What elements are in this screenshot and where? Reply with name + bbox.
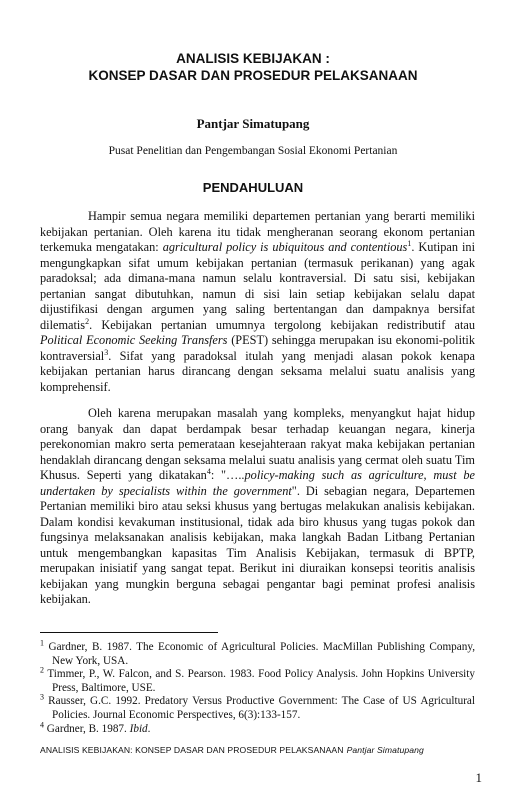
footnote-2 [40, 665, 475, 695]
footnote-ref-3: 3 [104, 347, 109, 357]
footnote-1 [40, 638, 475, 668]
paragraph-2-quote: policy-making such as agriculture, must be undertaken by specialists within the government [40, 468, 475, 498]
footnote-4 [40, 719, 475, 737]
footnote-text: Timmer, P., W. Falcon, and S. Pearson. 1983. Food Policy Analysis. John Hopkins University Press, Baltimore, USE. [47, 668, 475, 694]
running-footer-author: Pantjar Simatupang [346, 745, 424, 755]
paragraph-1-term: Political Economic Seeking Transfers [40, 333, 228, 347]
paragraph-1 [40, 209, 475, 395]
page-number: 1 [475, 770, 482, 785]
paragraph-1-text-h: (PEST) sehingga merupakan isu ekonomi-politik kontraversial [40, 333, 475, 363]
footnote-ref-4: 4 [206, 466, 211, 476]
running-footer-title: ANALISIS KEBIJAKAN: KONSEP DASAR DAN PROSEDUR PELAKSANAAN [40, 745, 344, 755]
section-heading: PENDAHULUAN [202, 180, 304, 195]
paragraph-2-text-c: : "….. [210, 468, 245, 482]
paragraph-2-text-a: Oleh karena merupakan masalah yang kompleks, menyangkut hajat hidup orang banyak dan dapat berdampak besar terhadap keuangan negara, kinerja perekonomian makro serta pemerataan kesejahteraan rakyat maka kebijakan pertanian hendaklah dirancang dengan seksama melalui suatu analisis yang cermat oleh suatu Tim Khusus. Seperti yang dikatakan [40, 406, 475, 482]
footnote-number: 2 [40, 665, 44, 675]
paragraph-1-text-f: . Kebijakan pertanian umumnya tergolong kebijakan redistributif atau [89, 317, 475, 332]
title-line-1: ANALISIS KEBIJAKAN : [176, 51, 330, 66]
footnote-ibid: Ibid [129, 722, 148, 735]
paragraph-1-text-a: Hampir semua negara memiliki departemen pertanian yang berarti memiliki kebijakan pertanian. Oleh karena itu tidak mengheranan seorang ekonom pertanian terkemuka mengatakan: [40, 209, 475, 254]
footnote-text: Gardner, B. 1987. [46, 722, 130, 735]
running-footer [40, 745, 424, 755]
author-affiliation: Pusat Penelitian dan Pengembangan Sosial Ekonomi Pertanian [108, 145, 398, 157]
paragraph-1-quote: agricultural policy is ubiquitous and contentious [162, 240, 408, 254]
footnote-ref-1: 1 [407, 238, 412, 248]
footnote-text: Rausser, G.C. 1992. Predatory Versus Productive Government: The Case of US Agricultural Policies. Journal Economic Perspectives, 6(3):133-157. [48, 695, 475, 721]
footnote-text: Gardner, B. 1987. The Economic of Agricultural Policies. MacMillan Publishing Company, New York, USA. [48, 641, 475, 667]
footnote-number: 4 [40, 719, 44, 729]
paragraph-2 [40, 406, 475, 608]
footnotes [40, 638, 475, 736]
author-name: Pantjar Simatupang [196, 116, 310, 131]
paragraph-1-text-j: . Sifat yang paradoksal itulah yang menjadi alasan pokok kenapa kebijakan pertanian harus dirancang dengan seksama melalui suatu analisis yang komprehensif. [40, 348, 475, 394]
footnote-number: 3 [40, 692, 44, 702]
footnote-divider [40, 632, 218, 633]
footnote-3 [40, 692, 475, 722]
title-line-2: KONSEP DASAR DAN PROSEDUR PELAKSANAAN [88, 68, 418, 83]
footnote-number: 1 [40, 638, 44, 648]
paragraph-2-text-e: ". Di sebagian negara, Departemen Pertanian memiliki biro atau seksi khusus yang bertugas melakukan analisis kebijakan. Dalam kondisi kevakuman institusional, tidak ada biro khusus yang tugas pokok dan fungsinya melaksanakan analisis kebijakan, maka langkah Badan Litbang Pertanian untuk mengembangkan kapasitas Tim Analisis Kebijakan, termasuk di BPTP, merupakan inisiatif yang sangat tepat. Berikut ini diuraikan konsepsi teoritis analisis kebijakan yang mungkin berguna sebagai pengantar bagi peminat profesi analisis kebijakan. [40, 483, 475, 606]
footnote-end: . [147, 722, 151, 735]
paragraph-1-text-d: . Kutipan ini mengungkapkan sifat umum kebijakan pertanian (termasuk perikanan) yang agak paradoksal; ada dimana-mana namun selalu kontraversial. Di satu sisi, kebijakan pertanian sangat dibutuhkan, namun di sisi lain setiap kebijakan selalu dapat dijustifikasi dengan argumen yang saling bertentangan dan dampaknya bersifat dilematis [40, 240, 475, 332]
footnote-ref-2: 2 [85, 316, 90, 326]
